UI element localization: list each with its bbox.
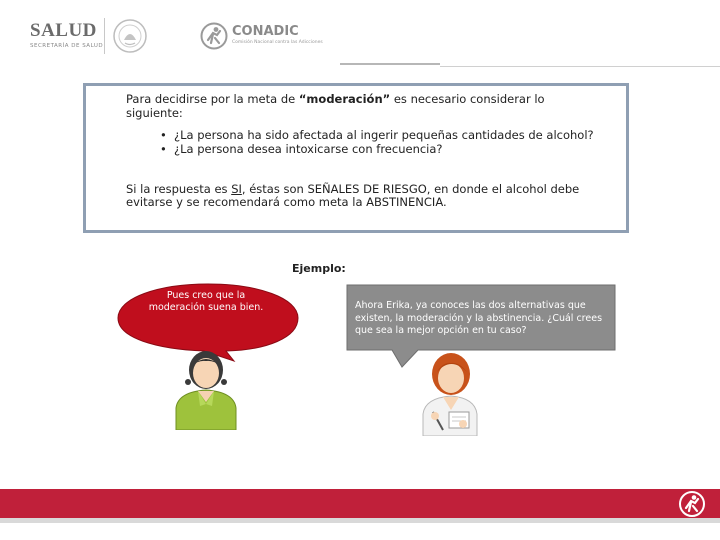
question-item: • ¿La persona ha sido afectada al ingerir pequeñas cantidades de alcohol? [156, 128, 594, 142]
decorative-line [340, 63, 440, 65]
patient-avatar-icon [170, 346, 242, 430]
salud-logo-subtitle: SECRETARÍA DE SALUD [30, 43, 104, 49]
question-item: • ¿La persona desea intoxicarse con frecuencia? [156, 142, 594, 156]
counselor-avatar-icon [413, 350, 485, 436]
info-intro [126, 92, 596, 120]
risk-answer: SI [231, 182, 242, 196]
intro-emphasis: “moderación” [298, 92, 391, 106]
counselor-callout-text: Ahora Erika, ya conoces las dos alternativas que existen, la moderación y la abstinencia. ¿Cuál crees que sea la mejor opción en tu caso? [355, 300, 603, 336]
risk-text-end: , éstas son SEÑALES DE RIESGO, en donde el alcohol debe evitarse y se recomendará como meta la ABSTINENCIA. [126, 182, 580, 209]
risk-statement [126, 183, 616, 209]
footer-bar [0, 489, 720, 518]
conadic-footer-icon [678, 490, 706, 518]
conadic-figure-icon [200, 22, 228, 50]
salud-logo-text: SALUD [30, 20, 97, 41]
conadic-tagline: Comisión Nacional contra las Adicciones [232, 40, 323, 45]
example-label: Ejemplo: [292, 262, 346, 275]
national-seal-icon [112, 16, 148, 56]
header [0, 0, 720, 70]
intro-text: Para decidirse por la meta de [126, 92, 299, 106]
question-list [156, 128, 594, 156]
header-divider [104, 18, 105, 54]
info-box [83, 83, 629, 233]
salud-logo [30, 20, 103, 49]
patient-bubble-text: Pues creo que la moderación suena bien. [148, 290, 264, 313]
decorative-line [440, 66, 720, 67]
conadic-name: CONADIC [232, 24, 299, 39]
risk-text: Si la respuesta es [126, 182, 232, 196]
footer-stripe [0, 518, 720, 523]
intro-text-end: es necesario considerar lo siguiente: [126, 92, 545, 120]
